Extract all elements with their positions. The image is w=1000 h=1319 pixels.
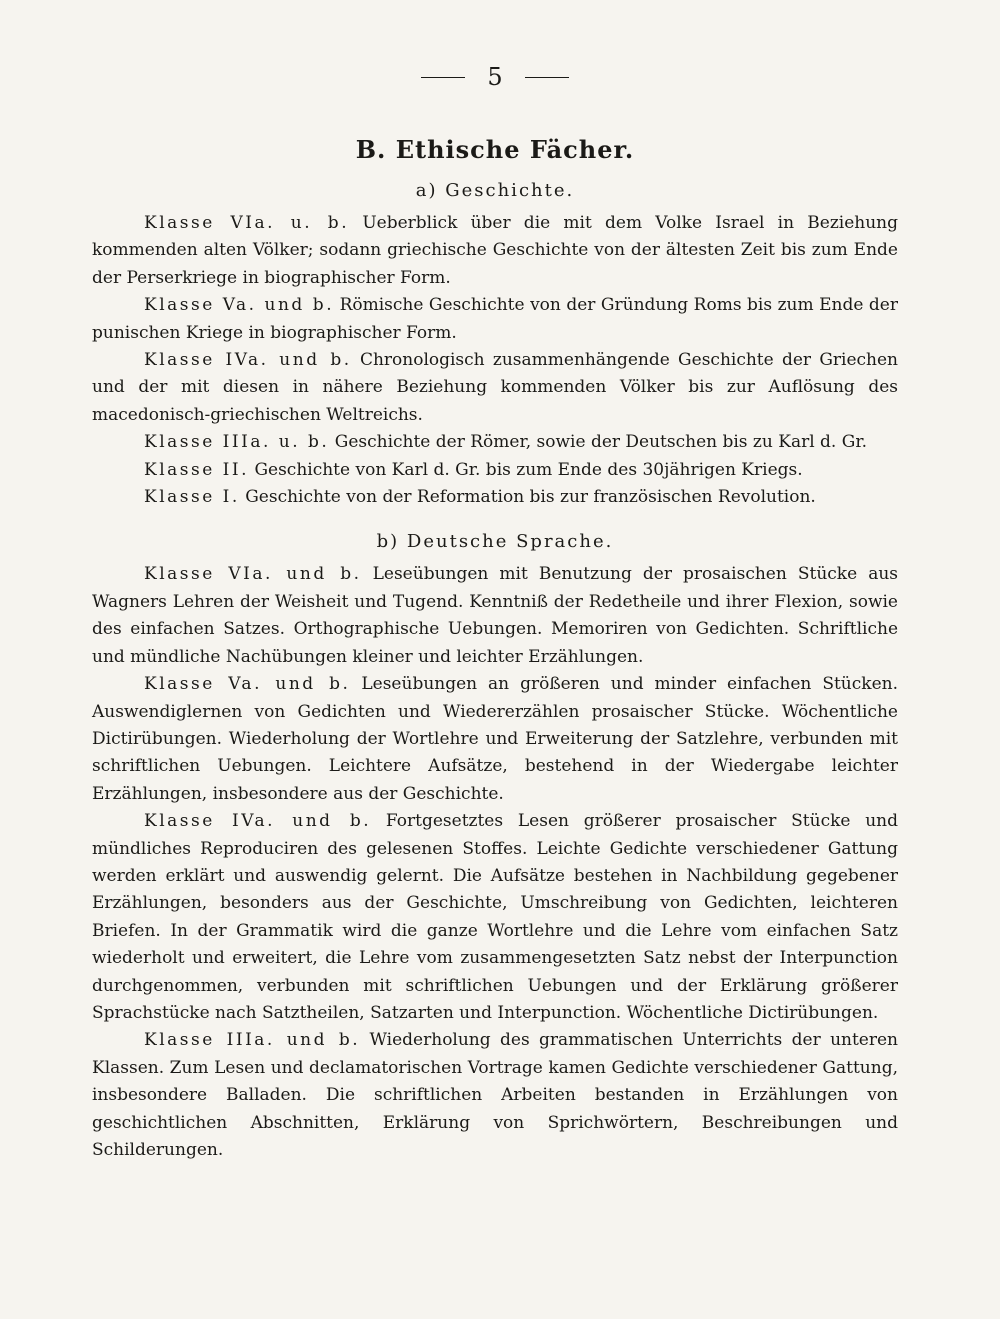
subsection-title-deutsche-sprache: b) Deutsche Sprache.	[376, 531, 614, 553]
klasse-label: Klasse IIIa. u. b.	[144, 432, 330, 453]
paragraph	[92, 457, 898, 484]
paragraph	[92, 1027, 898, 1164]
paragraph	[92, 484, 898, 511]
paragraph	[92, 210, 898, 292]
page-number: 5	[487, 63, 503, 91]
paragraph-text: Römische Geschichte von der Gründung Roms bis zum Ende der punischen Kriege in biographischer Form.	[92, 295, 898, 343]
paragraph-text: Chronologisch zusammenhängende Geschichte der Griechen und der mit diesen in nähere Beziehung kommenden Völker bis zur Auflösung des macedonisch-griechischen Weltreichs.	[92, 350, 898, 425]
page-header	[92, 60, 898, 94]
klasse-label: Klasse Va. und b.	[144, 674, 351, 695]
header-rule-left	[421, 77, 465, 78]
paragraph	[92, 292, 898, 347]
paragraph-text: Leseübungen an größeren und minder einfachen Stücken. Auswendiglernen von Gedichten und Wiedererzählen prosaischer Stücke. Wöchentliche Dictirübungen. Wiederholung der Wortlehre und Erweiterung der Satzlehre, verbunden mit schriftlichen Uebungen. Leichtere Aufsätze, bestehend in der Wiedergabe leichter Erzählungen, insbesondere aus der Geschichte.	[92, 674, 898, 804]
klasse-label: Klasse Va. und b.	[144, 295, 335, 316]
klasse-label: Klasse IVa. und b.	[144, 811, 372, 832]
paragraph-text: Wiederholung des grammatischen Unterrichts der unteren Klassen. Zum Lesen und declamatorischen Vortrage kamen Gedichte verschiedener Gattung, insbesondere Balladen. Die schriftlichen Arbeiten bestanden in Erzählungen von geschichtlichen Abschnitten, Erklärung von Sprichwörtern, Beschreibungen und Schilderungen.	[92, 1030, 898, 1160]
paragraph	[92, 808, 898, 1027]
klasse-label: Klasse VIa. u. b.	[144, 213, 350, 233]
paragraph	[92, 671, 898, 808]
header-rule-right	[525, 77, 569, 78]
paragraph-text: Geschichte von der Reformation bis zur französischen Revolution.	[245, 487, 816, 508]
paragraph	[92, 429, 898, 456]
paragraph-text: Geschichte der Römer, sowie der Deutschen bis zu Karl d. Gr.	[334, 432, 867, 453]
klasse-label: Klasse II.	[144, 459, 250, 480]
paragraph-text: Ueberblick über die mit dem Volke Israel in Beziehung kommenden alten Völker; sodann griechische Geschichte von der ältesten Zeit bis zum Ende der Perserkriege in biographischer Form.	[92, 213, 899, 288]
klasse-label: Klasse IIIa. und b.	[144, 1030, 361, 1051]
paragraph	[92, 347, 898, 429]
document-page	[92, 60, 898, 1164]
paragraph-text: Leseübungen mit Benutzung der prosaischen Stücke aus Wagners Lehren der Weisheit und Tugend. Kenntniß der Redetheile und ihrer Flexion, sowie des einfachen Satzes. Orthographische Uebungen. Memoriren von Gedichten. Schriftliche und mündliche Nachübungen kleiner und leichter Erzählungen.	[92, 564, 899, 667]
paragraph	[92, 561, 898, 671]
klasse-label: Klasse I.	[144, 487, 240, 508]
section-title: B. Ethische Fächer.	[355, 135, 635, 164]
klasse-label: Klasse VIa. und b.	[144, 564, 362, 585]
klasse-label: Klasse IVa. und b.	[144, 350, 352, 371]
subsection-title-geschichte: a) Geschichte.	[415, 180, 575, 201]
paragraph-text: Geschichte von Karl d. Gr. bis zum Ende des 30jährigen Kriegs.	[254, 459, 803, 480]
paragraph-text: Fortgesetztes Lesen größerer prosaischer Stücke und mündliches Reproduciren des gelesenen Stoffes. Leichte Gedichte verschiedener Gattung werden erklärt und auswendig gelernt. Die Aufsätze bestehen in Nachbildung gegebener Erzählungen, besonders aus der Geschichte, Umschreibung von Gedichten, leichteren Briefen. In der Grammatik wird die ganze Wortlehre und die Lehre vom einfachen Satz wiederholt und erweitert, die Lehre vom zusammengesetzten Satz nebst der Interpunction durchgenommen, verbunden mit schriftlichen Uebungen und der Erklärung größerer Sprachstücke nach Satztheilen, Satzarten und Interpunction. Wöchentliche Dictirübungen.	[92, 811, 899, 1023]
